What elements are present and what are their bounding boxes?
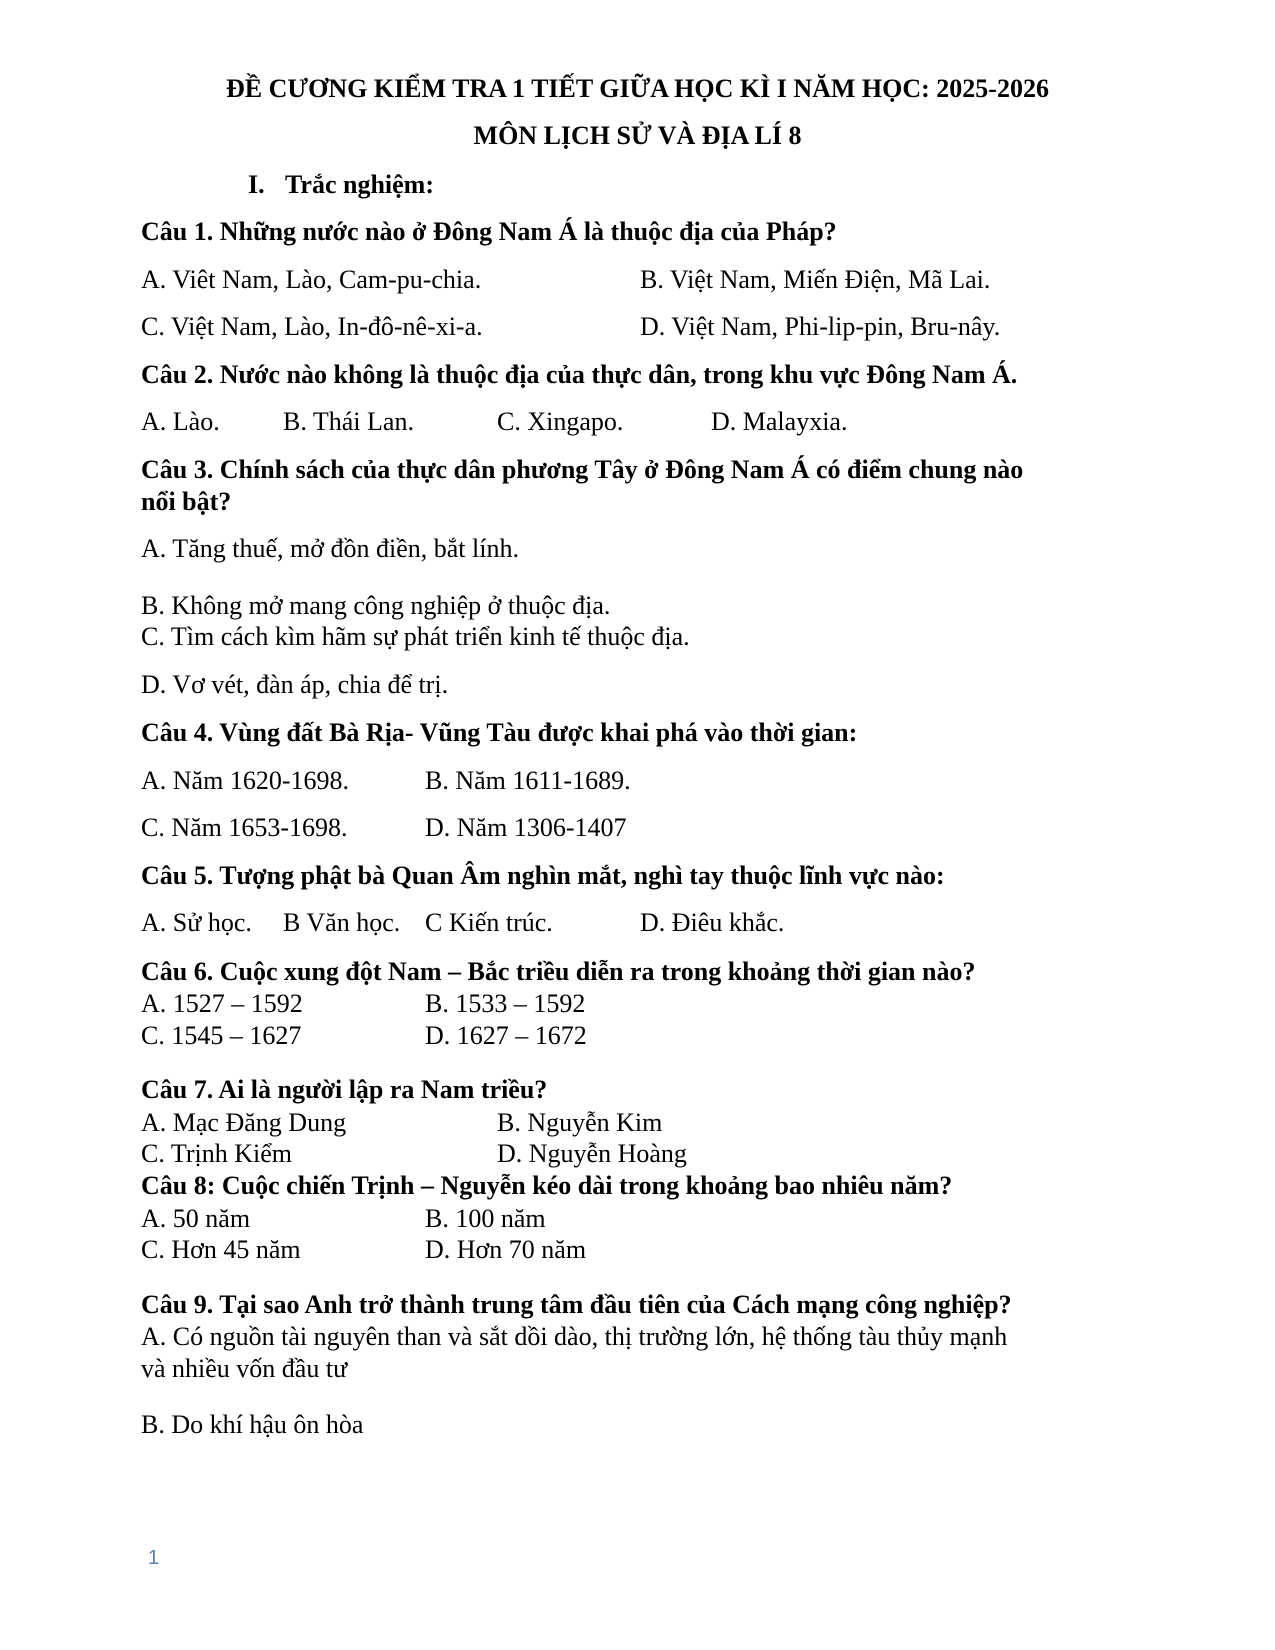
page-number: 1 [148,1547,160,1569]
q4-option-c: C. Năm 1653-1698. [141,813,348,842]
section-title: Trắc nghiệm: [285,170,434,199]
q2-option-c: C. Xingapo. [497,407,624,436]
document-title: ĐỀ CƯƠNG KIỂM TRA 1 TIẾT GIỮA HỌC KÌ I NĂM HỌC: 2025-2026 [226,74,1049,103]
q9-option-b: B. Do khí hậu ôn hòa [141,1410,364,1439]
q2-option-b: B. Thái Lan. [283,407,414,436]
q8-option-a: A. 50 năm [141,1204,251,1233]
question-2: Câu 2. Nước nào không là thuộc địa của thực dân, trong khu vực Đông Nam Á. [141,360,1018,389]
question-3-line-1: Câu 3. Chính sách của thực dân phương Tây ở Đông Nam Á có điểm chung nào [141,455,1024,484]
question-8: Câu 8: Cuộc chiến Trịnh – Nguyễn kéo dài trong khoảng bao nhiêu năm? [141,1171,953,1200]
question-5: Câu 5. Tượng phật bà Quan Âm nghìn mắt, nghì tay thuộc lĩnh vực nào: [141,861,945,890]
q2-option-a: A. Lào. [141,407,220,436]
q6-option-c: C. 1545 – 1627 [141,1021,302,1050]
q3-option-b: B. Không mở mang công nghiệp ở thuộc địa. [141,591,611,620]
q2-option-d: D. Malayxia. [711,407,848,436]
question-7: Câu 7. Ai là người lập ra Nam triều? [141,1075,548,1104]
q5-option-d: D. Điêu khắc. [640,908,785,937]
document-subtitle: MÔN LỊCH SỬ VÀ ĐỊA LÍ 8 [473,121,802,150]
question-3-line-2: nổi bật? [141,487,232,516]
q6-option-b: B. 1533 – 1592 [425,989,586,1018]
q8-option-d: D. Hơn 70 năm [425,1235,587,1264]
q3-option-d: D. Vơ vét, đàn áp, chia để trị. [141,670,449,699]
q4-option-a: A. Năm 1620-1698. [141,766,349,795]
q1-option-b: B. Việt Nam, Miến Điện, Mã Lai. [640,265,991,294]
q5-option-a: A. Sử học. [141,908,252,937]
section-number: I. [248,170,265,199]
q8-option-c: C. Hơn 45 năm [141,1235,301,1264]
q5-option-b: B Văn học. [283,908,401,937]
q4-option-b: B. Năm 1611-1689. [425,766,631,795]
q6-option-a: A. 1527 – 1592 [141,989,303,1018]
q9-option-a-line-1: A. Có nguồn tài nguyên than và sắt dồi dào, thị trường lớn, hệ thống tàu thủy mạnh [141,1322,1008,1351]
q4-option-d: D. Năm 1306-1407 [425,813,627,842]
question-9: Câu 9. Tại sao Anh trở thành trung tâm đầu tiên của Cách mạng công nghiệp? [141,1290,1012,1319]
q7-option-a: A. Mạc Đăng Dung [141,1108,347,1137]
q3-option-c: C. Tìm cách kìm hãm sự phát triển kinh tế thuộc địa. [141,622,690,651]
q1-option-d: D. Việt Nam, Phi-lip-pin, Bru-nây. [640,312,1001,341]
q7-option-c: C. Trịnh Kiểm [141,1139,292,1168]
q9-option-a-line-2: và nhiều vốn đầu tư [141,1354,348,1383]
q1-option-a: A. Viêt Nam, Lào, Cam-pu-chia. [141,265,482,294]
question-6: Câu 6. Cuộc xung đột Nam – Bắc triều diễn ra trong khoảng thời gian nào? [141,957,976,986]
question-1: Câu 1. Những nước nào ở Đông Nam Á là thuộc địa của Pháp? [141,217,837,246]
q1-option-c: C. Việt Nam, Lào, In-đô-nê-xi-a. [141,312,483,341]
q7-option-b: B. Nguyễn Kim [497,1108,663,1137]
q3-option-a: A. Tăng thuế, mở đồn điền, bắt lính. [141,534,519,563]
q6-option-d: D. 1627 – 1672 [425,1021,587,1050]
q8-option-b: B. 100 năm [425,1204,546,1233]
question-4: Câu 4. Vùng đất Bà Rịa- Vũng Tàu được khai phá vào thời gian: [141,718,858,747]
q5-option-c: C Kiến trúc. [425,908,553,937]
q7-option-d: D. Nguyễn Hoàng [497,1139,687,1168]
